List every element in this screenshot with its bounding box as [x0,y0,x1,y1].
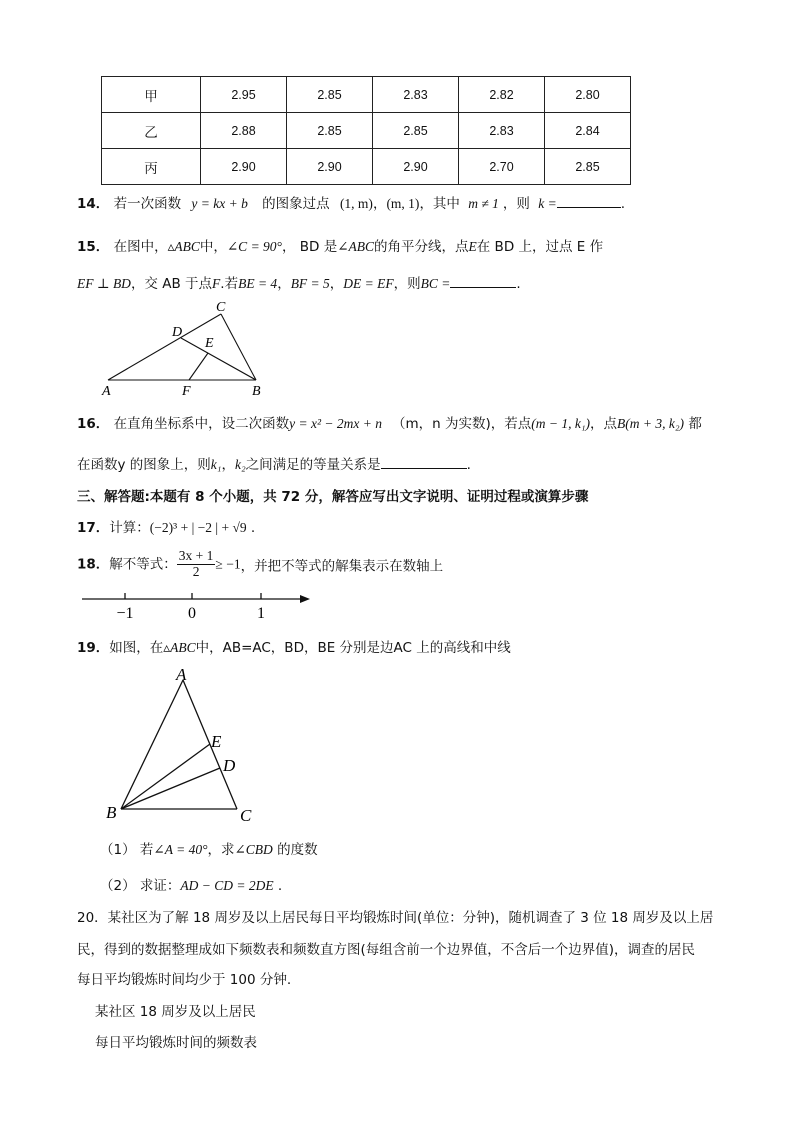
score-table-body [102,77,631,185]
table-row-name: 乙 [102,113,201,149]
q15-label-e: E [205,336,214,351]
q19-seg-be [121,744,210,809]
q20-caption-2: 每日平均锻炼时间的频数表 [95,1035,257,1051]
q15-angle-c: ∠C = 90° [226,239,282,254]
q14-end: . [620,196,625,212]
q15-number: 15． [77,239,110,255]
q14-text-1: 若一次函数 [113,196,182,212]
question-18 [77,549,443,580]
q16-k1: k₁ [210,457,222,472]
question-15-line-1 [77,235,603,255]
q20-line-2: 民，得到的数据整理成如下频数表和频数直方图(每组含前一个边界值，不含后一个边界值)，调查的居民 [77,942,696,958]
table-cell: 2.84 [545,113,631,149]
q18-text-2: ，并把不等式的解集表示在数轴上 [240,558,444,575]
q16-number: 16． [77,416,110,432]
q20-caption-1: 某社区 18 周岁及以上居民 [95,1004,256,1020]
q15-text-1d: 的角平分线，点 [374,239,469,255]
q19-part-1-text-b: ，求 [207,842,235,858]
q19-label-b: B [106,803,117,822]
q18-fraction-numerator: 3x + 1 [178,548,214,563]
table-row-name: 丙 [102,149,201,185]
q15-text-2c: .若 [220,276,239,292]
q16-answer-blank[interactable] [381,456,467,469]
table-cell: 2.95 [201,77,287,113]
q17-expression: (−2)³ + | −2 | + √9 [149,520,247,535]
q15-be: BE = 4 [238,276,278,291]
q15-text-1a: 在图中， [113,239,168,255]
q15-perpendicular: EF ⊥ BD [77,276,131,291]
q19-part-1-text-a: 若 [139,842,154,858]
q15-bc: BC = [420,276,451,291]
q14-text-4: ，则 [502,196,530,212]
question-19 [77,636,511,656]
table-cell: 2.85 [287,77,373,113]
q14-point-1: (1, m) [339,196,373,211]
q15-bf: BF = 5 [290,276,330,291]
q14-sep: ， [372,196,387,212]
q16-text-2: （m，n 为实数)，若点 [391,416,532,432]
q15-label-d: D [172,325,183,340]
table-cell: 2.85 [373,113,459,149]
q19-part-2-text: 求证： [139,878,181,894]
q19-part-1-angle-cbd: ∠CBD [234,842,273,857]
q16-text-2a: 在函数y 的图象上，则 [77,457,211,473]
q14-text-2: 的图象过点 [262,196,330,212]
q17-text: 计算： [109,520,150,536]
q19-text-1: 如图，在 [109,640,164,656]
q19-text-2: 中，AB=AC，BD，BE 分别是边AC 上的高线和中线 [195,640,511,656]
q18-tick-label-1: 1 [257,605,265,622]
q16-text-3: ，点 [590,416,618,432]
question-16-line-2 [77,453,471,473]
score-table [101,76,631,185]
table-row-name: 甲 [102,77,201,113]
q19-number: 19． [77,640,110,656]
q18-number-line [80,588,312,624]
table-cell: 2.90 [287,149,373,185]
q19-seg-ab [121,680,183,809]
q16-function: y = x² − 2mx + n [289,416,382,431]
table-row [102,113,631,149]
q18-axis-arrow [300,595,310,603]
q15-angle-abc: ∠ABC [337,239,375,254]
q19-part-2-number: （2） [100,878,136,894]
table-cell: 2.83 [459,113,545,149]
table-cell: 2.83 [373,77,459,113]
q15-label-b: B [252,384,261,399]
q15-figure [95,296,275,400]
q15-text-2f: ，则 [393,276,421,292]
q19-label-d: D [223,756,236,775]
q19-part-1 [100,838,318,858]
q15-label-f: F [182,384,191,399]
q14-text-3: ，其中 [419,196,460,212]
q18-relation: ≥ −1 [215,556,241,572]
q15-label-a: A [102,384,111,399]
table-cell: 2.85 [287,113,373,149]
q15-triangle: ▵ABC [167,239,200,254]
table-cell: 2.88 [201,113,287,149]
section-3-heading: 三、解答题:本题有 8 个小题，共 72 分，解答应写出文字说明、证明过程或演算步骤 [77,489,589,505]
question-16-line-1 [77,412,702,432]
q15-text-1c: ， BD 是 [281,239,338,255]
q14-condition: m ≠ 1 [468,196,499,211]
table-cell: 2.80 [545,77,631,113]
q16-text-2b: ， [221,457,235,473]
q14-function: y = kx + b [191,196,248,211]
question-17 [77,516,255,536]
question-15-line-2 [77,272,521,292]
q16-point-1: (m − 1, k₁) [531,416,591,431]
table-row [102,77,631,113]
q19-label-c: C [240,806,252,824]
q19-triangle: ▵ABC [163,640,196,655]
q15-text-1e: 在 BD 上，过点 E 作 [476,239,604,255]
q19-part-1-text-c: 的度数 [277,842,318,858]
q15-de: DE = EF [343,276,394,291]
q15-answer-blank[interactable] [450,275,516,288]
q19-label-e: E [211,732,222,751]
q18-number: 18． [77,556,110,573]
q14-point-2: (m, 1) [386,196,420,211]
table-cell: 2.90 [373,149,459,185]
q19-figure [100,664,265,824]
q16-text-1: 在直角坐标系中，设二次函数 [113,416,290,432]
q18-tick-label-0: 0 [188,605,196,622]
question-14 [77,192,625,212]
q18-text-1: 解不等式： [109,556,177,573]
q15-seg-ef [189,353,208,380]
q14-answer-blank[interactable] [557,195,621,208]
q15-text-1b: 中， [199,239,227,255]
q18-fraction [177,549,216,580]
q18-fraction-denominator: 2 [192,563,200,579]
q15-point-f: F [212,276,221,291]
q16-text-2c: 之间满足的等量关系是 [245,457,381,473]
q19-seg-bd [121,768,220,809]
q15-text-2e: ， [329,276,344,292]
q15-point-e: E [468,239,477,254]
q15-end: . [516,276,521,292]
q20-line-1: 20．某社区为了解 18 周岁及以上居民每日平均锻炼时间(单位：分钟)，随机调查了 3 位 18 周岁及以上居 [77,910,714,926]
q19-part-2-expression: AD − CD = 2DE [180,878,274,893]
q14-k: k = [538,196,557,211]
q16-text-4: 都 [688,416,702,432]
q18-tick-label-neg1: −1 [116,605,134,622]
q16-k2: k₂ [234,457,246,472]
q19-part-1-angle-a: ∠A = 40° [153,842,208,857]
table-cell: 2.82 [459,77,545,113]
q17-end: . [250,520,256,536]
q19-part-2-end: . [277,878,283,894]
q20-line-3: 每日平均锻炼时间均少于 100 分钟. [77,972,292,988]
table-cell: 2.90 [201,149,287,185]
q15-text-2d: ， [277,276,291,292]
table-row [102,149,631,185]
q19-label-a: A [176,665,187,684]
q15-label-c: C [216,300,226,315]
table-cell: 2.85 [545,149,631,185]
q19-part-2 [100,874,282,894]
table-cell: 2.70 [459,149,545,185]
q14-number: 14． [77,196,110,212]
q19-part-1-number: （1） [100,842,136,858]
q16-point-b: B(m + 3, k₂) [617,416,685,431]
q15-text-2b: ，交 AB 于点 [130,276,213,292]
q17-number: 17． [77,520,110,536]
q16-end: . [466,457,471,473]
